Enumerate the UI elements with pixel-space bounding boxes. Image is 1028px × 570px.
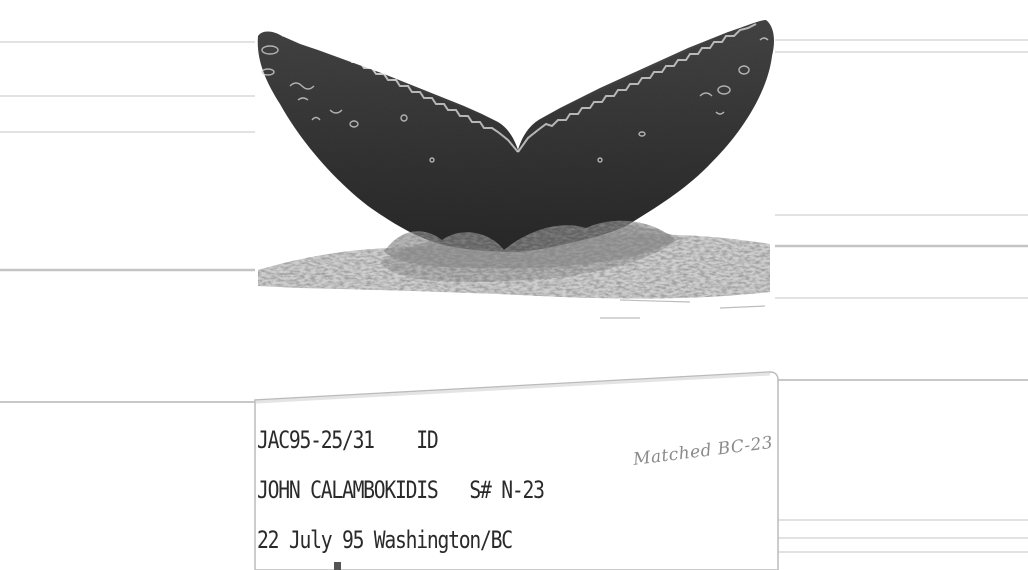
- handwritten-match-note: Matched BC-23: [632, 432, 775, 470]
- photographer-name: JOHN CALAMBOKIDIS: [257, 476, 438, 504]
- date-location-label: 22 July 95 Washington/BC: [257, 526, 512, 554]
- photographer-label: [257, 478, 544, 502]
- id-tag: ID: [416, 426, 438, 454]
- ink-mark: [334, 562, 341, 570]
- photo-id-label: [257, 428, 438, 452]
- sighting-number: S# N-23: [469, 476, 544, 504]
- photo-id: JAC95-25/31: [257, 426, 374, 454]
